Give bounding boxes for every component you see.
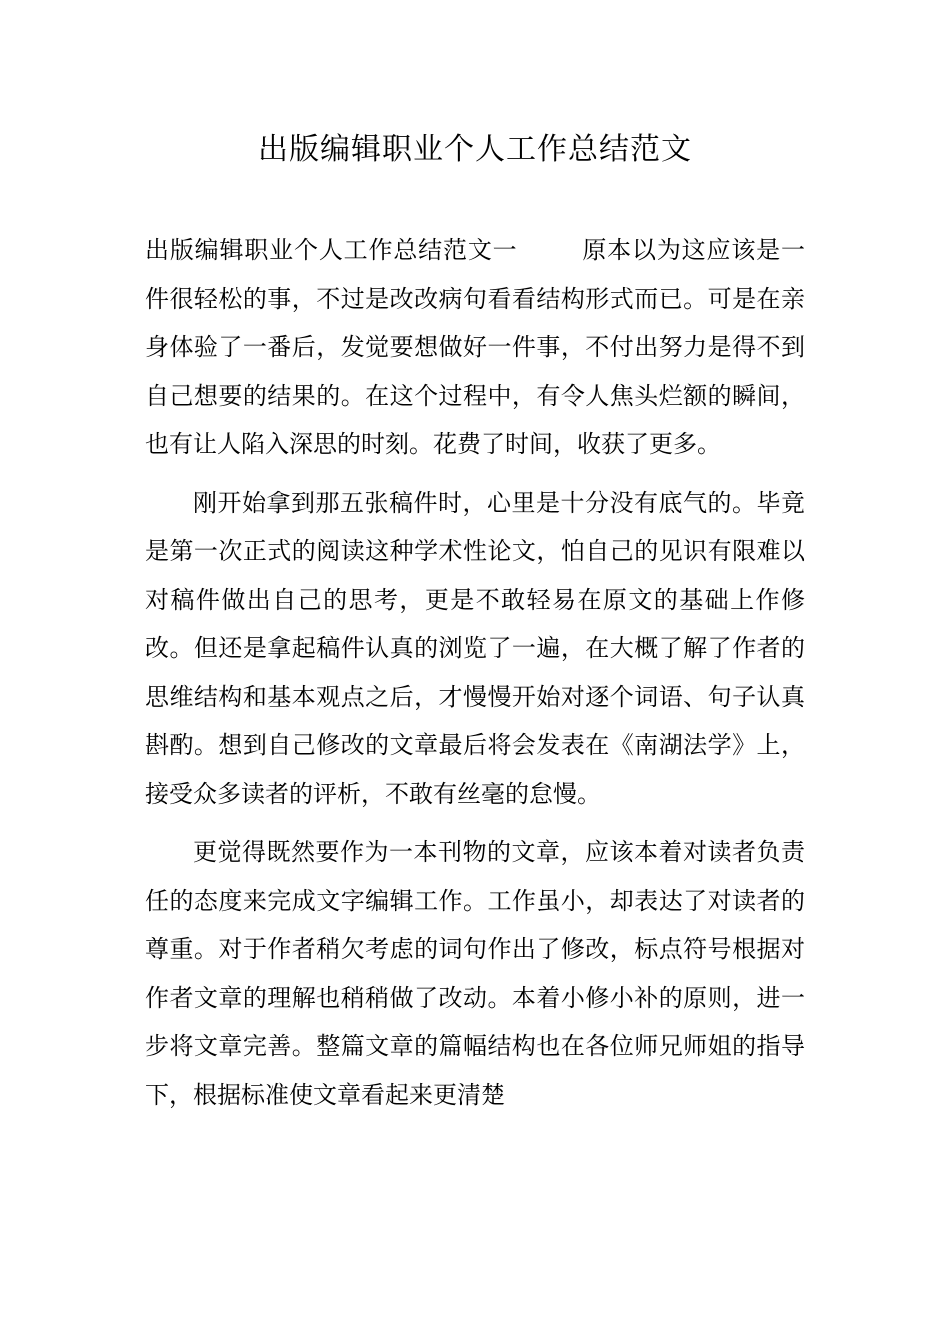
paragraph-1-heading: 出版编辑职业个人工作总结范文一 <box>145 236 518 264</box>
paragraph-1-text: 原本以为这应该是一件很轻松的事，不过是改改病句看看结构形式而已。可是在亲身体验了一番后，发觉要想做好一件事，不付出努力是得不到自己想要的结果的。在这个过程中，有令人焦头烂额的瞬间，也有让人陷入深思的时刻。花费了时间，收获了更多。 <box>145 236 805 458</box>
document-body <box>145 226 805 1129</box>
paragraph-1 <box>145 226 805 469</box>
paragraph-3: 更觉得既然要作为一本刊物的文章，应该本着对读者负责任的态度来完成文字编辑工作。工作虽小，却表达了对读者的尊重。对于作者稍欠考虑的词句作出了修改，标点符号根据对作者文章的理解也稍稍做了改动。本着小修小补的原则，进一步将文章完善。整篇文章的篇幅结构也在各位师兄师姐的指导下，根据标准使文章看起来更清楚 <box>145 838 805 1109</box>
document-title: 出版编辑职业个人工作总结范文 <box>258 132 692 167</box>
paragraph-2: 刚开始拿到那五张稿件时，心里是十分没有底气的。毕竟是第一次正式的阅读这种学术性论文，怕自己的见识有限难以对稿件做出自己的思考，更是不敢轻易在原文的基础上作修改。但还是拿起稿件认真的浏览了一遍，在大概了解了作者的思维结构和基本观点之后，才慢慢开始对逐个词语、句子认真斟酌。想到自己修改的文章最后将会发表在《南湖法学》上，接受众多读者的评析，不敢有丝毫的怠慢。 <box>145 488 805 808</box>
